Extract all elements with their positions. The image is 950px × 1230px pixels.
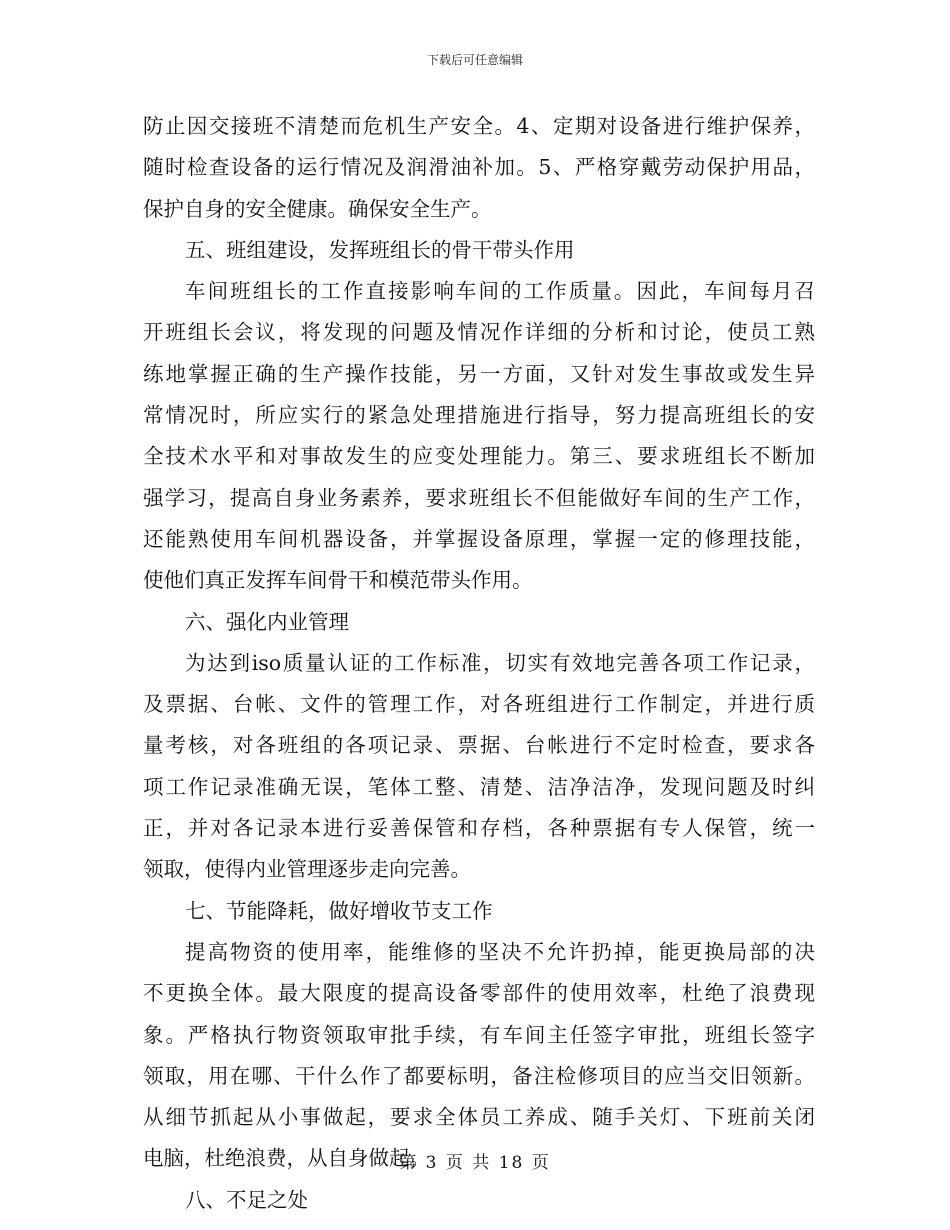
text-line: 电脑，杜绝浪费，从自身做起。: [143, 1146, 430, 1171]
text-line: 领取，用在哪、干什么作了都要标明，备注检修项目的应当交旧领新。: [143, 1063, 815, 1088]
text-line: 量考核，对各班组的各项记录、票据、台帐进行不定时检查，要求各: [143, 733, 815, 758]
text-line: 车间班组长的工作直接影响车间的工作质量。因此，车间每月召: [185, 279, 815, 304]
text-line: 使他们真正发挥车间骨干和模范带头作用。: [143, 568, 533, 593]
text-line: 练地掌握正确的生产操作技能，另一方面，又针对发生事故或发生异: [143, 361, 815, 386]
text-line: 全技术水平和对事故发生的应变处理能力。第三、要求班组长不断加: [143, 444, 815, 469]
text-line: 领取，使得内业管理逐步走向完善。: [143, 857, 471, 882]
section-heading-8: 八、不足之处: [185, 1187, 308, 1212]
document-body: [143, 106, 815, 1221]
text-line: 项工作记录准确无误，笔体工整、清楚、洁净洁净，发现问题及时纠: [143, 774, 815, 799]
section-heading-6: 六、强化内业管理: [185, 609, 349, 634]
section-heading-5: 五、班组建设，发挥班组长的骨干带头作用: [185, 237, 575, 262]
text-line: 防止因交接班不清楚而危机生产安全。4、定期对设备进行维护保养，: [143, 114, 815, 138]
text-line: 随时检查设备的运行情况及润滑油补加。5、严格穿戴劳动保护用品，: [143, 155, 815, 180]
text-line: 及票据、台帐、文件的管理工作，对各班组进行工作制定，并进行质: [143, 692, 815, 717]
text-line: 象。严格执行物资领取审批手续，有车间主任签字审批，班组长签字: [143, 1022, 815, 1047]
text-line: 从细节抓起从小事做起，要求全体员工养成、随手关灯、下班前关闭: [143, 1105, 815, 1130]
section-heading-7: 七、节能降耗，做好增收节支工作: [185, 898, 493, 923]
page-number-footer: 第 3 页 共 18 页: [399, 1153, 551, 1173]
text-line: 提高物资的使用率，能维修的坚决不允许扔掉，能更换局部的决: [185, 939, 815, 964]
text-line: 正，并对各记录本进行妥善保管和存档，各种票据有专人保管，统一: [143, 816, 815, 841]
text-line: 保护自身的安全健康。确保安全生产。: [143, 196, 492, 221]
text-line: 开班组长会议，将发现的问题及情况作详细的分析和讨论，使员工熟: [143, 320, 815, 345]
text-line: 还能熟使用车间机器设备，并掌握设备原理，掌握一定的修理技能，: [143, 526, 815, 551]
page-header: 下载后可任意编辑: [426, 53, 523, 67]
text-line: 为达到iso质量认证的工作标准，切实有效地完善各项工作记录，: [185, 650, 815, 675]
text-line: 强学习，提高自身业务素养，要求班组长不但能做好车间的生产工作，: [143, 485, 815, 510]
text-line: 不更换全体。最大限度的提高设备零部件的使用效率，杜绝了浪费现: [143, 981, 815, 1006]
text-line: 常情况时，所应实行的紧急处理措施进行指导，努力提高班组长的安: [143, 403, 815, 428]
